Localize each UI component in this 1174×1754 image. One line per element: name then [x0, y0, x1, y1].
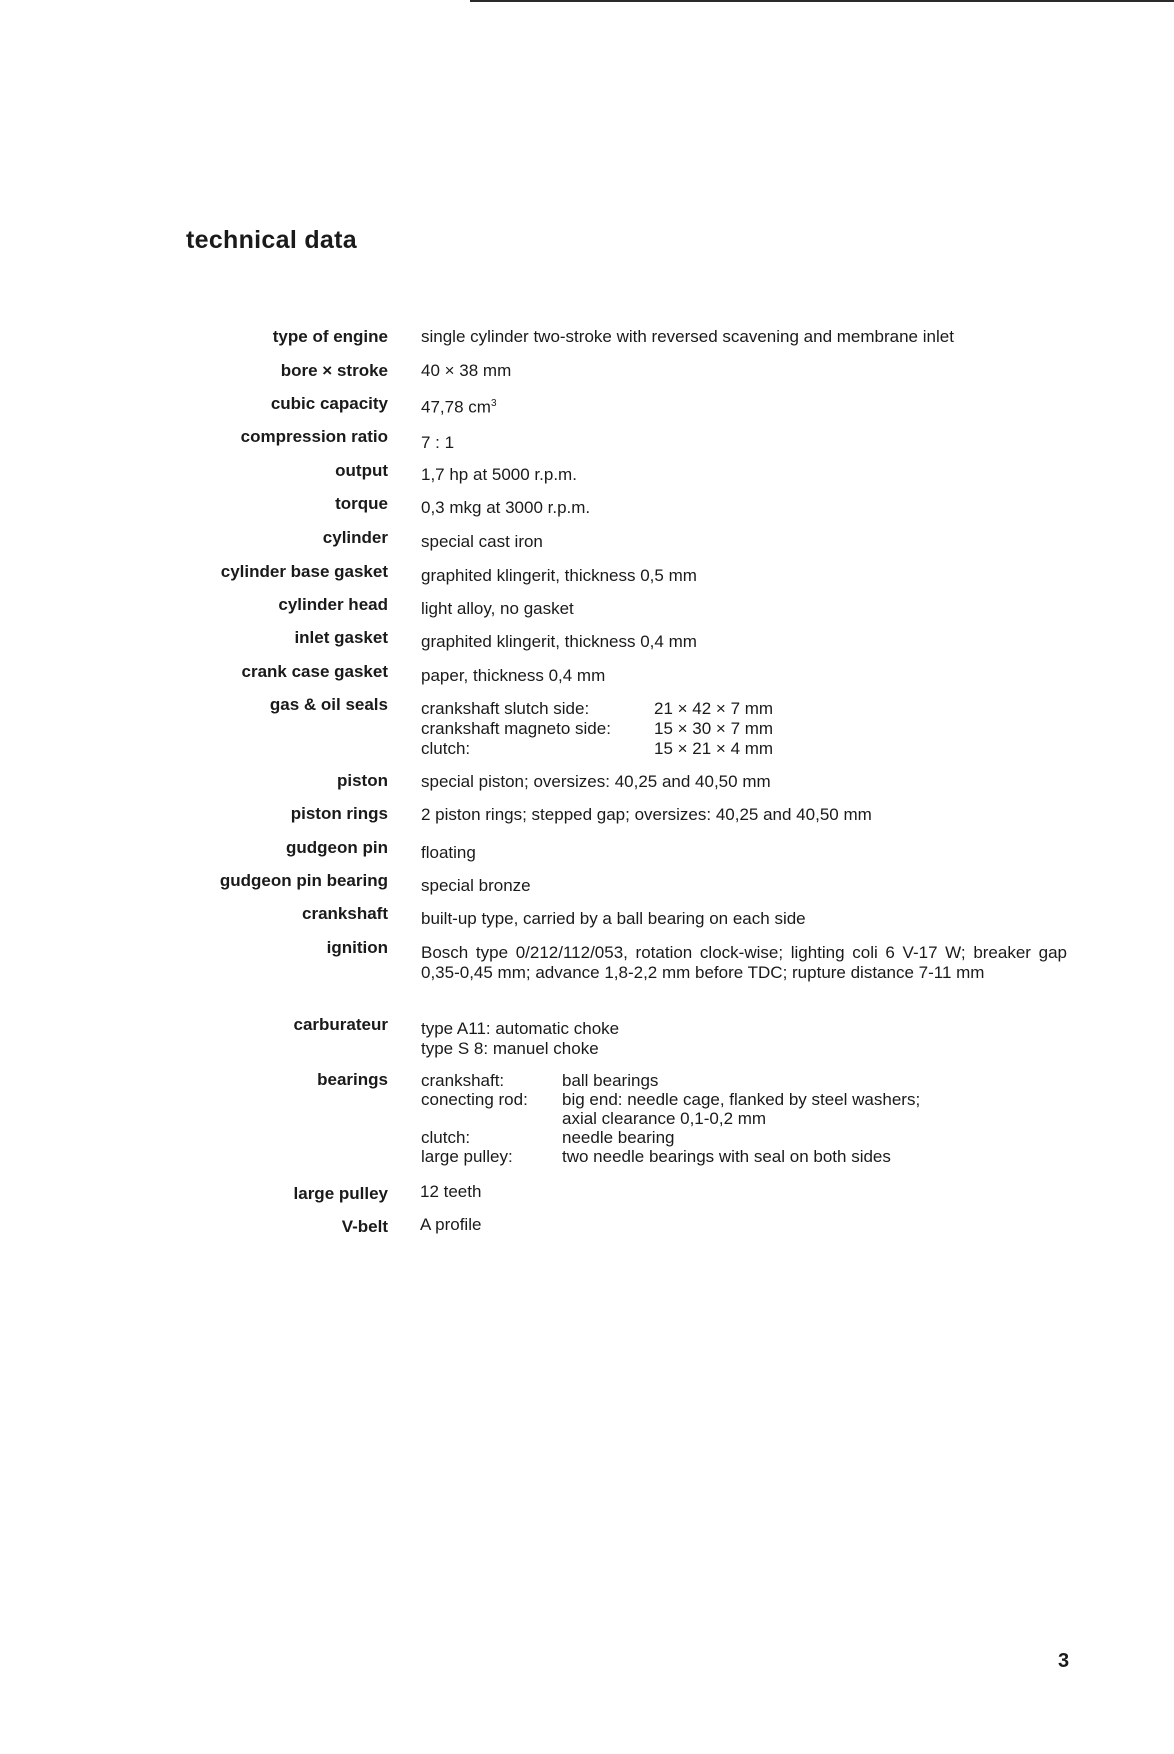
spec-label: torque [335, 494, 388, 513]
spec-value: graphited klingerit, thickness 0,4 mm [421, 632, 697, 651]
subitem-value: 21 × 42 × 7 mm [654, 699, 774, 718]
subitem-value: axial clearance 0,1-0,2 mm [562, 1109, 767, 1128]
subitem-key: clutch: [421, 1128, 471, 1147]
spec-value-line: type S 8: manuel choke [421, 1039, 599, 1058]
spec-label: inlet gasket [294, 628, 388, 647]
subitem-key: crankshaft slutch side: [421, 699, 590, 718]
subitem-key: clutch: [421, 739, 471, 758]
spec-value [421, 1019, 1071, 1059]
spec-label: cylinder [322, 528, 388, 547]
subitem-value: two needle bearings with seal on both sides [562, 1147, 891, 1166]
subitem-value: 15 × 30 × 7 mm [654, 719, 774, 738]
spec-value [421, 394, 1071, 418]
spec-label: V-belt [341, 1217, 388, 1236]
spec-label: gudgeon pin bearing [219, 871, 388, 890]
spec-value: light alloy, no gasket [421, 599, 574, 618]
spec-label: cylinder head [278, 595, 388, 614]
spec-value: 0,3 mkg at 3000 r.p.m. [421, 498, 591, 517]
spec-value: special bronze [421, 876, 531, 895]
spec-label: bearings [317, 1070, 388, 1089]
spec-value: 2 piston rings; stepped gap; oversizes: 40,25 and 40,50 mm [421, 805, 872, 824]
spec-value: 40 × 38 mm [421, 361, 512, 380]
subitem-value: big end: needle cage, flanked by steel washers; [562, 1090, 921, 1109]
spec-label: cubic capacity [270, 394, 388, 413]
subitem-value: 15 × 21 × 4 mm [654, 739, 774, 758]
spec-label: cylinder base gasket [220, 562, 388, 581]
spec-value: special piston; oversizes: 40,25 and 40,50 mm [421, 772, 771, 791]
page-title: technical data [186, 226, 357, 254]
spec-label: piston [337, 771, 388, 790]
spec-label: compression ratio [240, 427, 388, 446]
spec-value: floating [421, 843, 476, 862]
spec-value-text: 47,78 cm [421, 397, 491, 417]
spec-value: 1,7 hp at 5000 r.p.m. [421, 465, 577, 484]
spec-label: ignition [326, 938, 388, 957]
spec-value-line: type A11: automatic choke [421, 1019, 620, 1038]
spec-value: special cast iron [421, 532, 543, 551]
spec-label: type of engine [272, 327, 388, 346]
spec-label: large pulley [293, 1184, 388, 1203]
spec-label: output [335, 461, 388, 480]
spec-label: piston rings [290, 804, 388, 823]
spec-value-superscript: 3 [490, 398, 497, 409]
spec-value: built-up type, carried by a ball bearing on each side [421, 909, 806, 928]
spec-value: single cylinder two-stroke with reversed scavening and membrane inlet [421, 327, 954, 346]
spec-label: bore × stroke [280, 361, 388, 380]
spec-value: 12 teeth [420, 1182, 482, 1201]
page-number: 3 [1058, 1650, 1070, 1672]
top-rule [470, 0, 1174, 2]
subitem-key: large pulley: [421, 1147, 513, 1166]
spec-value: graphited klingerit, thickness 0,5 mm [421, 566, 697, 585]
spec-label: crank case gasket [241, 662, 388, 681]
spec-label: gudgeon pin [286, 838, 388, 857]
subitem-key: crankshaft magneto side: [421, 719, 611, 738]
spec-label: carburateur [293, 1015, 388, 1034]
spec-value: 7 : 1 [421, 433, 455, 452]
subitem-key: crankshaft: [421, 1071, 505, 1090]
spec-value: A profile [420, 1215, 482, 1234]
subitem-value: needle bearing [562, 1128, 675, 1147]
spec-value: Bosch type 0/212/112/053, rotation clock-wise; lighting coli 6 V-17 W; breaker gap 0,35-0,45 mm; advance 1,8-2,2 mm before TDC; rupture distance 7-11 mm [421, 943, 1067, 982]
subitem-value: ball bearings [562, 1071, 659, 1090]
subitem-key: conecting rod: [421, 1090, 528, 1109]
spec-label: crankshaft [302, 904, 388, 923]
spec-value: paper, thickness 0,4 mm [421, 666, 606, 685]
spec-label: gas & oil seals [269, 695, 388, 714]
